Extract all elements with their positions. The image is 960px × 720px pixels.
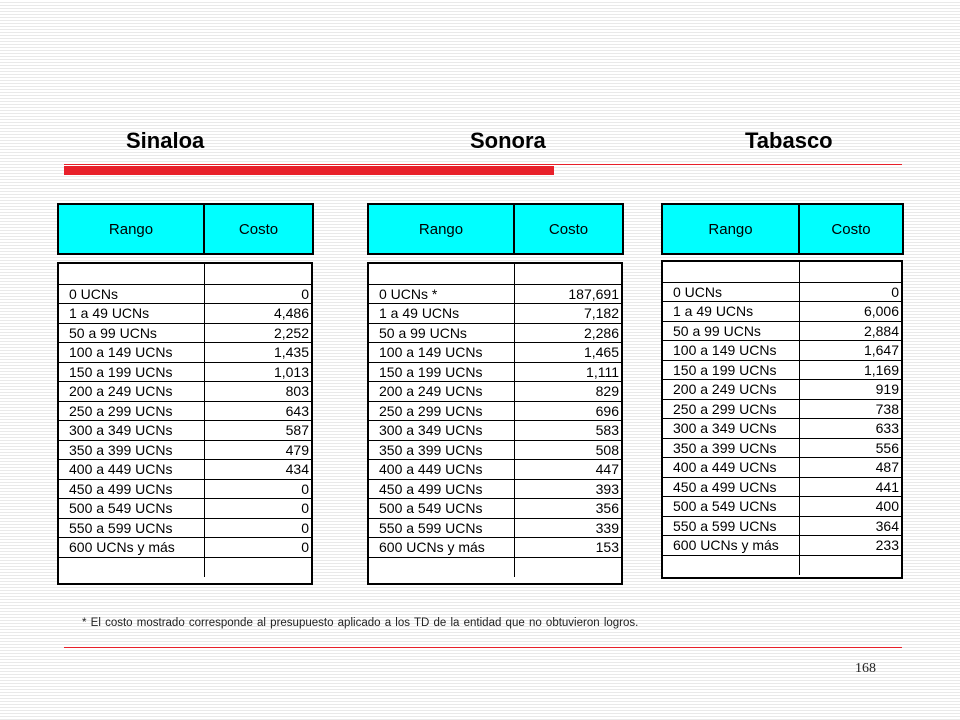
range-cell: 300 a 349 UCNs xyxy=(369,421,514,441)
table-row xyxy=(369,538,621,558)
table-row xyxy=(663,516,901,536)
table-row xyxy=(663,477,901,497)
spacer-cell xyxy=(204,264,311,284)
table-row xyxy=(663,536,901,556)
title-sinaloa: Sinaloa xyxy=(126,128,205,153)
cost-cell: 1,647 xyxy=(799,341,901,361)
range-cell: 500 a 549 UCNs xyxy=(663,497,799,517)
table-spacer-row xyxy=(59,557,311,577)
cost-cell: 829 xyxy=(514,382,621,402)
cost-cell: 434 xyxy=(204,460,311,480)
range-cell: 600 UCNs y más xyxy=(369,538,514,558)
cost-cell: 556 xyxy=(799,438,901,458)
cost-cell: 633 xyxy=(799,419,901,439)
header-cost: Costo xyxy=(548,220,589,238)
range-cell: 450 a 499 UCNs xyxy=(369,479,514,499)
range-cell: 400 a 449 UCNs xyxy=(369,460,514,480)
table-spacer-row xyxy=(663,555,901,575)
spacer-cell xyxy=(663,555,799,575)
table-spacer-row xyxy=(369,557,621,577)
table-row xyxy=(59,343,311,363)
table-row xyxy=(663,497,901,517)
table-row xyxy=(663,341,901,361)
spacer-cell xyxy=(514,264,621,284)
range-cell: 1 a 49 UCNs xyxy=(369,304,514,324)
cost-cell: 0 xyxy=(799,282,901,302)
spacer-cell xyxy=(204,557,311,577)
table-row xyxy=(369,323,621,343)
bottom-divider xyxy=(64,647,902,648)
spacer-cell xyxy=(663,262,799,282)
table-spacer-row xyxy=(369,264,621,284)
table-row xyxy=(59,284,311,304)
spacer-cell xyxy=(369,264,514,284)
table-row xyxy=(59,304,311,324)
table-body xyxy=(661,260,903,579)
table-header xyxy=(661,203,904,255)
spacer-cell xyxy=(799,262,901,282)
table-row xyxy=(369,343,621,363)
range-cell: 550 a 599 UCNs xyxy=(663,516,799,536)
cost-cell: 738 xyxy=(799,399,901,419)
table-row xyxy=(663,321,901,341)
range-cell: 350 a 399 UCNs xyxy=(369,440,514,460)
cost-cell: 400 xyxy=(799,497,901,517)
cost-cell: 2,252 xyxy=(204,323,311,343)
cost-cell: 643 xyxy=(204,401,311,421)
range-cell: 500 a 549 UCNs xyxy=(369,499,514,519)
cost-cell: 339 xyxy=(514,518,621,538)
range-cell: 200 a 249 UCNs xyxy=(59,382,204,402)
cost-cell: 153 xyxy=(514,538,621,558)
table-row xyxy=(59,401,311,421)
table-row xyxy=(59,499,311,519)
header-range: Rango xyxy=(663,205,800,253)
table-row xyxy=(663,458,901,478)
table-row xyxy=(663,438,901,458)
range-cell: 0 UCNs * xyxy=(369,284,514,304)
range-cell: 400 a 449 UCNs xyxy=(59,460,204,480)
cost-cell: 919 xyxy=(799,380,901,400)
table-row xyxy=(369,460,621,480)
table-row xyxy=(369,284,621,304)
range-cell: 50 a 99 UCNs xyxy=(663,321,799,341)
cost-cell: 1,013 xyxy=(204,362,311,382)
range-cell: 100 a 149 UCNs xyxy=(369,343,514,363)
cost-cell: 2,884 xyxy=(799,321,901,341)
spacer-cell xyxy=(369,557,514,577)
cost-cell: 447 xyxy=(514,460,621,480)
cost-cell: 1,111 xyxy=(514,362,621,382)
range-cell: 500 a 549 UCNs xyxy=(59,499,204,519)
cost-cell: 1,465 xyxy=(514,343,621,363)
range-cell: 200 a 249 UCNs xyxy=(369,382,514,402)
cost-cell: 1,435 xyxy=(204,343,311,363)
table-row xyxy=(663,399,901,419)
cost-cell: 1,169 xyxy=(799,360,901,380)
spacer-cell xyxy=(799,555,901,575)
cost-cell: 187,691 xyxy=(514,284,621,304)
table-row xyxy=(59,538,311,558)
range-cell: 550 a 599 UCNs xyxy=(59,518,204,538)
range-cell: 450 a 499 UCNs xyxy=(663,477,799,497)
table-row xyxy=(369,401,621,421)
cost-cell: 356 xyxy=(514,499,621,519)
table-row xyxy=(663,419,901,439)
table-body xyxy=(367,262,623,585)
range-cell: 100 a 149 UCNs xyxy=(663,341,799,361)
cost-cell: 508 xyxy=(514,440,621,460)
table-row xyxy=(369,362,621,382)
table-row xyxy=(369,421,621,441)
range-cell: 300 a 349 UCNs xyxy=(663,419,799,439)
range-cell: 250 a 299 UCNs xyxy=(59,401,204,421)
title-underline xyxy=(64,164,902,165)
title-accent-bar xyxy=(64,166,554,175)
table-row xyxy=(369,518,621,538)
table-row xyxy=(59,421,311,441)
title-sonora: Sonora xyxy=(470,128,546,153)
cost-cell: 587 xyxy=(204,421,311,441)
cost-cell: 0 xyxy=(204,499,311,519)
cost-cell: 0 xyxy=(204,479,311,499)
table-row xyxy=(59,362,311,382)
header-range: Rango xyxy=(59,205,205,253)
range-cell: 350 a 399 UCNs xyxy=(663,438,799,458)
cost-cell: 7,182 xyxy=(514,304,621,324)
table-body xyxy=(57,262,313,585)
range-cell: 350 a 399 UCNs xyxy=(59,440,204,460)
range-cell: 50 a 99 UCNs xyxy=(59,323,204,343)
range-cell: 600 UCNs y más xyxy=(59,538,204,558)
cost-table xyxy=(369,264,621,577)
cost-cell: 233 xyxy=(799,536,901,556)
table-header xyxy=(367,203,624,255)
table-spacer-row xyxy=(663,262,901,282)
table-row xyxy=(369,499,621,519)
range-cell: 600 UCNs y más xyxy=(663,536,799,556)
range-cell: 250 a 299 UCNs xyxy=(663,399,799,419)
header-cost: Costo xyxy=(831,220,871,238)
cost-cell: 803 xyxy=(204,382,311,402)
range-cell: 250 a 299 UCNs xyxy=(369,401,514,421)
cost-cell: 696 xyxy=(514,401,621,421)
table-spacer-row xyxy=(59,264,311,284)
table-row xyxy=(663,380,901,400)
table-row xyxy=(59,518,311,538)
cost-cell: 6,006 xyxy=(799,302,901,322)
range-cell: 450 a 499 UCNs xyxy=(59,479,204,499)
range-cell: 0 UCNs xyxy=(663,282,799,302)
cost-cell: 2,286 xyxy=(514,323,621,343)
cost-cell: 4,486 xyxy=(204,304,311,324)
range-cell: 1 a 49 UCNs xyxy=(663,302,799,322)
table-row xyxy=(59,460,311,480)
range-cell: 50 a 99 UCNs xyxy=(369,323,514,343)
table-row xyxy=(369,382,621,402)
cost-cell: 487 xyxy=(799,458,901,478)
table-row xyxy=(663,282,901,302)
range-cell: 300 a 349 UCNs xyxy=(59,421,204,441)
cost-cell: 0 xyxy=(204,518,311,538)
cost-table xyxy=(663,262,901,575)
range-cell: 1 a 49 UCNs xyxy=(59,304,204,324)
table-row xyxy=(59,323,311,343)
cost-cell: 0 xyxy=(204,284,311,304)
range-cell: 150 a 199 UCNs xyxy=(59,362,204,382)
table-row xyxy=(59,382,311,402)
range-cell: 0 UCNs xyxy=(59,284,204,304)
range-cell: 150 a 199 UCNs xyxy=(369,362,514,382)
table-row xyxy=(663,302,901,322)
table-row xyxy=(59,440,311,460)
cost-cell: 441 xyxy=(799,477,901,497)
header-cost: Costo xyxy=(238,220,279,238)
cost-cell: 0 xyxy=(204,538,311,558)
title-tabasco: Tabasco xyxy=(745,128,833,153)
cost-cell: 583 xyxy=(514,421,621,441)
table-row xyxy=(369,479,621,499)
page-number: 168 xyxy=(855,661,876,676)
table-row xyxy=(663,360,901,380)
cost-cell: 479 xyxy=(204,440,311,460)
range-cell: 400 a 449 UCNs xyxy=(663,458,799,478)
cost-cell: 393 xyxy=(514,479,621,499)
range-cell: 150 a 199 UCNs xyxy=(663,360,799,380)
spacer-cell xyxy=(514,557,621,577)
range-cell: 100 a 149 UCNs xyxy=(59,343,204,363)
cost-table xyxy=(59,264,311,577)
range-cell: 200 a 249 UCNs xyxy=(663,380,799,400)
spacer-cell xyxy=(59,264,204,284)
table-header xyxy=(57,203,314,255)
footnote: * El costo mostrado corresponde al presupuesto aplicado a los TD de la entidad que no obtuvieron logros. xyxy=(82,617,639,629)
header-range: Rango xyxy=(369,205,515,253)
spacer-cell xyxy=(59,557,204,577)
table-row xyxy=(369,440,621,460)
range-cell: 550 a 599 UCNs xyxy=(369,518,514,538)
table-row xyxy=(59,479,311,499)
table-row xyxy=(369,304,621,324)
cost-cell: 364 xyxy=(799,516,901,536)
